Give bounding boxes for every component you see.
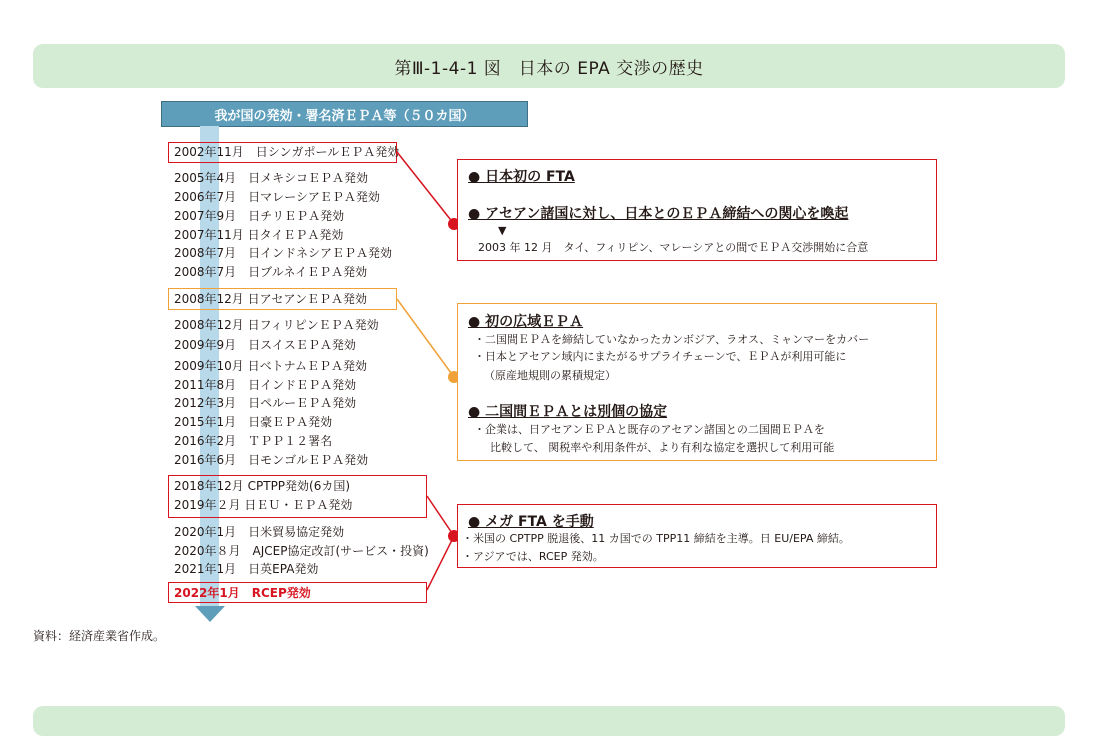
timeline-item: 2007年11月 日タイＥＰＡ発効 xyxy=(174,228,344,242)
timeline-item: 2008年12月 日フィリピンＥＰＡ発効 xyxy=(174,318,379,332)
callout-heading: ● メガ FTA を手動 xyxy=(468,514,594,530)
connector-fta xyxy=(397,152,454,224)
timeline-header-text: 我が国の発効・署名済ＥＰＡ等（５０カ国） xyxy=(214,108,475,124)
callout-asean-epa xyxy=(457,303,937,461)
timeline-item: 2011年8月 日インドＥＰＡ発効 xyxy=(174,378,357,392)
callout-heading: ● アセアン諸国に対し、日本とのＥＰＡ締結への関心を喚起 xyxy=(468,206,849,222)
timeline-item: 2016年2月 ＴＰＰ１２署名 xyxy=(174,434,333,448)
timeline-item: 2005年4月 日メキシコＥＰＡ発効 xyxy=(174,171,369,185)
callout-text: （原産地規則の累積規定） xyxy=(484,369,616,382)
timeline-item: 2020年1月 日米貿易協定発効 xyxy=(174,525,345,539)
callout-text: ・二国間ＥＰＡを締結していなかったカンボジア、ラオス、ミャンマーをカバー xyxy=(474,333,870,346)
source-note: 資料：経済産業省作成。 xyxy=(33,629,166,643)
callout-text: ・企業は、日アセアンＥＰＡと既存のアセアン諸国との二国間ＥＰＡを xyxy=(474,423,825,436)
callout-text: 比較して、 関税率や利用条件が、より有利な協定を選択して利用可能 xyxy=(490,441,835,454)
timeline-item: 2020年８月 AJCEP協定改訂(サービス・投資) xyxy=(174,544,429,558)
connector-mega-lower xyxy=(427,536,454,590)
callout-text: ・アジアでは、RCEP 発効。 xyxy=(462,550,604,563)
timeline-item: 2015年1月 日豪ＥＰＡ発効 xyxy=(174,415,333,429)
timeline-item: 2006年7月 日マレーシアＥＰＡ発効 xyxy=(174,190,380,204)
callout-first-fta xyxy=(457,159,937,261)
callout-text: 2003 年 12 月 タイ、フィリピン、マレーシアとの間でＥＰＡ交渉開始に合意 xyxy=(478,241,869,254)
figure-title-text: 第Ⅲ-1-4-1 図 日本の EPA 交渉の歴史 xyxy=(394,58,704,79)
callout-mega-fta xyxy=(457,504,937,568)
connector-mega-upper xyxy=(427,496,454,536)
down-arrow-icon: ▼ xyxy=(498,224,507,237)
connector-asean xyxy=(397,299,454,377)
timeline-item: 2008年7月 日ブルネイＥＰＡ発効 xyxy=(174,265,368,279)
timeline-item: 2019年２月 日ＥＵ・ＥＰＡ発効 xyxy=(174,498,353,512)
timeline-item: 2008年12月 日アセアンＥＰＡ発効 xyxy=(174,292,368,306)
callout-text: ・米国の CPTPP 脱退後、11 カ国での TPP11 締結を主導。日 EU/EPA 締結。 xyxy=(462,532,850,545)
callout-heading: ● 二国間ＥＰＡとは別個の協定 xyxy=(468,404,668,420)
next-figure-bar xyxy=(33,706,1065,736)
timeline-item: 2018年12月 CPTPP発効(6カ国) xyxy=(174,479,351,493)
timeline-item: 2009年9月 日スイスＥＰＡ発効 xyxy=(174,338,356,352)
callout-heading: ● 日本初の FTA xyxy=(468,169,575,185)
timeline-item: 2002年11月 日シンガポールＥＰＡ発効 xyxy=(174,145,400,159)
timeline-item: 2009年10月 日ベトナムＥＰＡ発効 xyxy=(174,359,368,373)
timeline-item: 2022年1月 RCEP発効 xyxy=(174,586,311,600)
timeline-item: 2021年1月 日英EPA発効 xyxy=(174,562,319,576)
timeline-item: 2016年6月 日モンゴルＥＰＡ発効 xyxy=(174,453,369,467)
timeline-item: 2012年3月 日ペルーＥＰＡ発効 xyxy=(174,396,357,410)
timeline-item: 2007年9月 日チリＥＰＡ発効 xyxy=(174,209,345,223)
callout-text: ・日本とアセアン域内にまたがるサプライチェーンで、ＥＰＡが利用可能に xyxy=(474,350,847,363)
callout-heading: ● 初の広域ＥＰＡ xyxy=(468,314,584,330)
timeline-item: 2008年7月 日インドネシアＥＰＡ発効 xyxy=(174,246,393,260)
